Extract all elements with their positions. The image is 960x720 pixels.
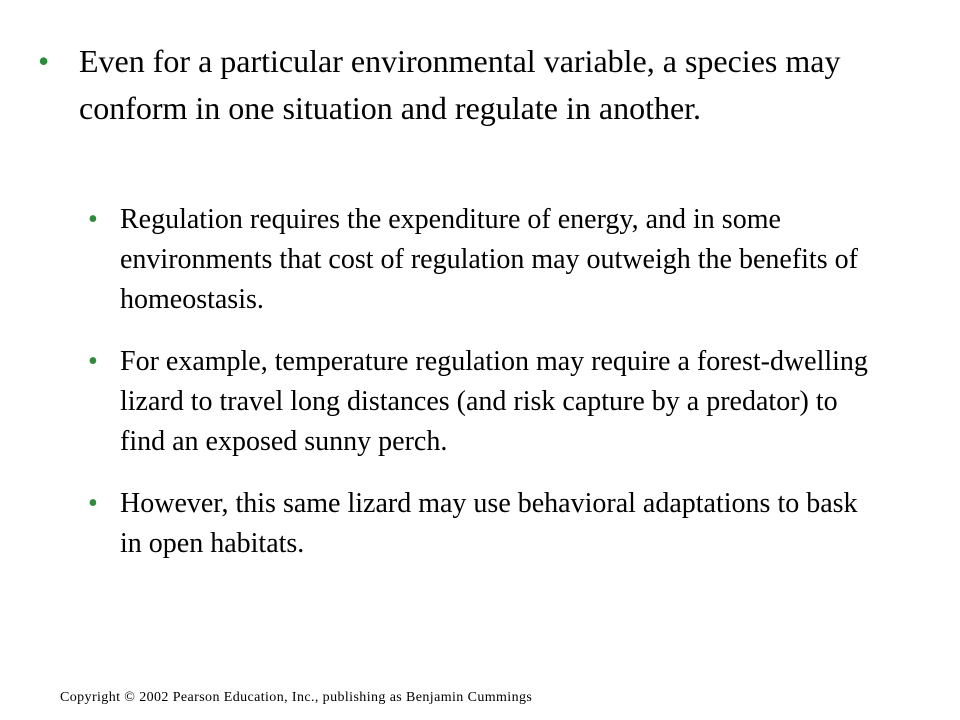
- sub-bullet-item: [88, 342, 878, 462]
- bullet-marker: •: [88, 204, 98, 235]
- sub-bullet-item: [88, 200, 878, 320]
- sub-bullet-text: For example, temperature regulation may require a forest-dwelling lizard to travel long distances (and risk capture by a predator) to find an exposed sunny perch.: [120, 346, 868, 457]
- sub-bullet-text: However, this same lizard may use behavioral adaptations to bask in open habitats.: [120, 488, 858, 559]
- sub-bullet-item: [88, 484, 878, 564]
- bullet-marker: •: [88, 346, 98, 377]
- bullet-marker: •: [88, 488, 98, 519]
- bullet-marker: •: [38, 43, 50, 79]
- main-bullet-item: [38, 38, 868, 132]
- copyright-footer: Copyright © 2002 Pearson Education, Inc., publishing as Benjamin Cummings: [60, 690, 533, 705]
- main-bullet-text: Even for a particular environmental variable, a species may conform in one situation and regulate in another.: [79, 43, 841, 126]
- sub-bullet-text: Regulation requires the expenditure of energy, and in some environments that cost of regulation may outweigh the benefits of homeostasis.: [120, 204, 858, 315]
